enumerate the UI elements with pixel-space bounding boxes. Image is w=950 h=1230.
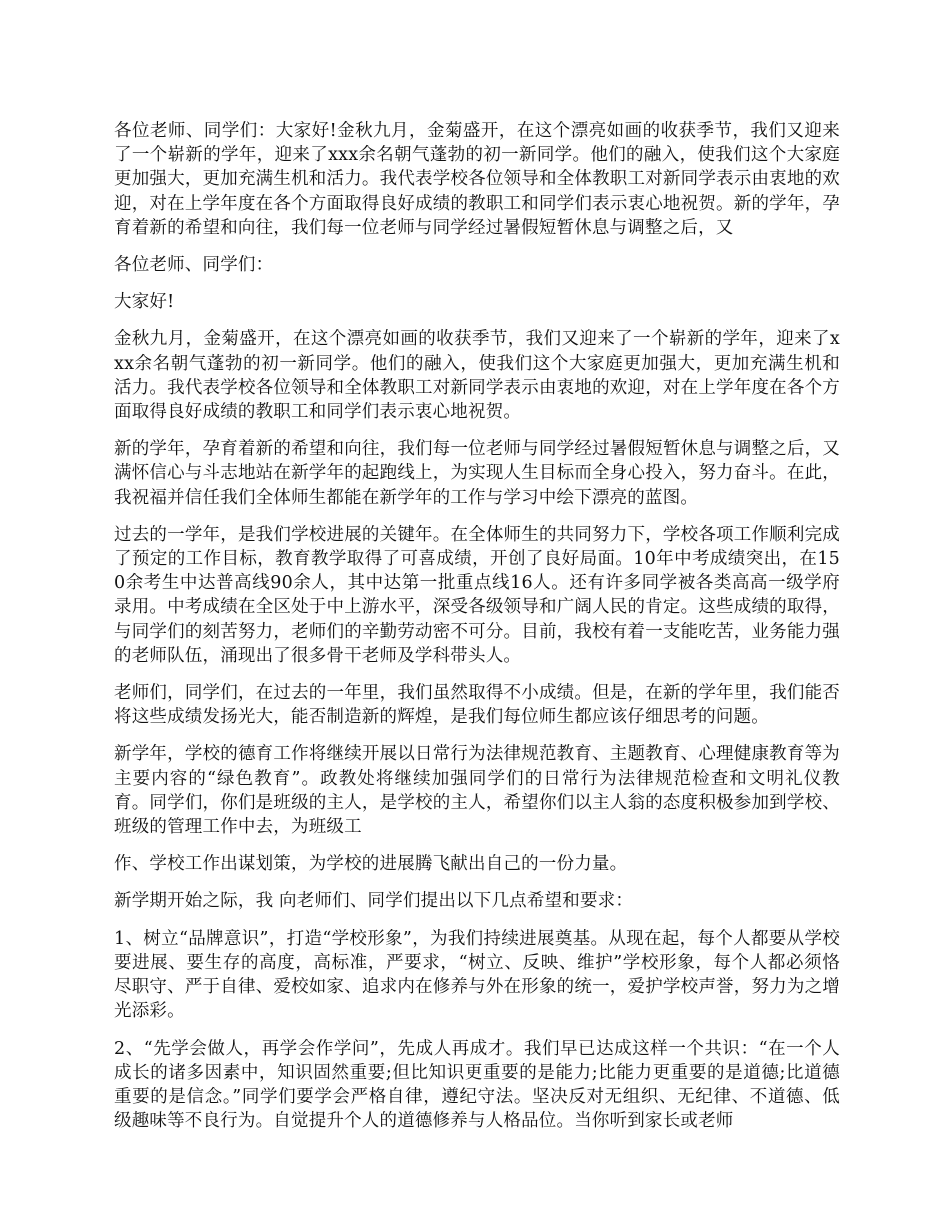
paragraph-reflection: 老师们，同学们，在过去的一年里，我们虽然取得不小成绩。但是，在新的学年里，我们能否将这些成绩发扬光大，能否制造新的辉煌，是我们每位师生都应该仔细思考的问题。	[114, 683, 840, 728]
paragraph-moral-education: 新学年，学校的德育工作将继续开展以日常行为法律规范教育、主题教育、心理健康教育等为主要内容的“绿色教育”。政教处将继续加强同学们的日常行为法律规范检查和文明礼仪教育。同学们，你们是班级的主人，是学校的主人，希望你们以主人翁的态度积极参加到学校、班级的管理工作中去，为班级工	[114, 744, 840, 838]
paragraph-past-year: 过去的一学年，是我们学校进展的关键年。在全体师生的共同努力下，学校各项工作顺利完成了预定的工作目标，教育教学取得了可喜成绩，开创了良好局面。10年中考成绩突出，在150余考生中达普高线90余人，其中达第一批重点线16人。还有许多同学被各类高高一级学府录用。中考成绩在全区处于中上游水平，深受各级领导和广阔人民的肯定。这些成绩的取得，与同学们的刻苦努力，老师们的辛勤劳动密不可分。目前，我校有着一支能吃苦，业务能力强的老师队伍，涌现出了很多骨干老师及学科带头人。	[114, 524, 840, 666]
document-body	[114, 119, 840, 1146]
paragraph-contribution: 作、学校工作出谋划策，为学校的进展腾飞献出自己的一份力量。	[114, 854, 628, 875]
paragraph-welcome: 金秋九月，金菊盛开，在这个漂亮如画的收获季节，我们又迎来了一个崭新的学年，迎来了xxx余名朝气蓬勃的初一新同学。他们的融入，使我们这个大家庭更加强大，更加充满生机和活力。我代表学校各位领导和全体教职工对新同学表示由衷地的欢迎，对在上学年度在各个方面取得良好成绩的教职工和同学们表示衷心地祝贺。	[114, 329, 840, 423]
paragraph-requirement-2: 2、“先学会做人，再学会作学问”，先成人再成才。我们早已达成这样一个共识：“在一个人成长的诸多因素中，知识固然重要;但比知识更重要的是能力;比能力更重要的是道德;比道德重要的是信念。”同学们要学会严格自律，遵纪守法。坚决反对无组织、无纪律、不道德、低级趣味等不良行为。自觉提升个人的道德修养与人格品位。当你听到家长或老师	[114, 1038, 840, 1132]
paragraph-salutation: 各位老师、同学们：	[114, 255, 274, 276]
paragraph-requirement-1: 1、树立“品牌意识”，打造“学校形象”，为我们持续进展奠基。从现在起，每个人都要从学校要进展、要生存的高度，高标准，严要求，“树立、反映、维护”学校形象，每个人都必须恪尽职守、严于自律、爱校如家、追求内在修养与外在形象的统一，爱护学校声誉，努力为之增光添彩。	[114, 928, 840, 1022]
paragraph-intro-summary: 各位老师、同学们：大家好!金秋九月，金菊盛开，在这个漂亮如画的收获季节，我们又迎来了一个崭新的学年，迎来了xxx余名朝气蓬勃的初一新同学。他们的融入，使我们这个大家庭更加强大，更加充满生机和活力。我代表学校各位领导和全体教职工对新同学表示由衷地的欢迎，对在上学年度在各个方面取得良好成绩的教职工和同学们表示衷心地祝贺。新的学年，孕育着新的希望和向往，我们每一位老师与同学经过暑假短暂休息与调整之后，又	[114, 121, 840, 238]
paragraph-new-year: 新的学年，孕育着新的希望和向往，我们每一位老师与同学经过暑假短暂休息与调整之后，又满怀信心与斗志地站在新学年的起跑线上，为实现人生目标而全身心投入，努力奋斗。在此，我祝福并信任我们全体师生都能在新学年的工作与学习中绘下漂亮的蓝图。	[114, 439, 840, 508]
paragraph-greeting: 大家好!	[114, 292, 175, 313]
paragraph-requirements-intro: 新学期开始之际，我 向老师们、同学们提出以下几点希望和要求：	[114, 891, 634, 912]
